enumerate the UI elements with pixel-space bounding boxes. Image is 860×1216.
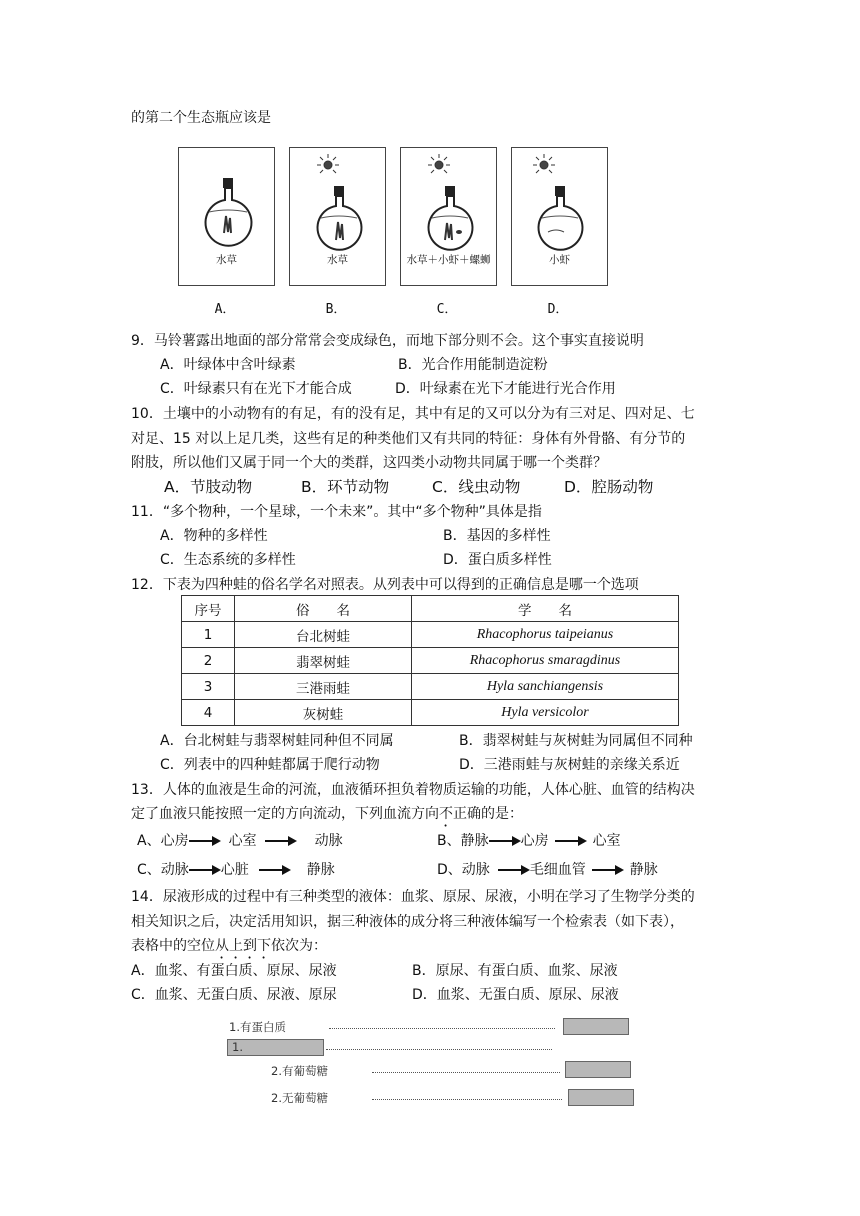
q9-option-c: C．叶绿素只有在光下才能合成 bbox=[160, 381, 352, 397]
key-leader bbox=[329, 1028, 555, 1029]
table-cell: 台北树蛙 bbox=[235, 622, 412, 648]
arrow-icon bbox=[265, 836, 297, 846]
q13-emphasis: 不 bbox=[439, 806, 453, 822]
q12-option-c: C．列表中的四种蛙都属于爬行动物 bbox=[160, 757, 380, 773]
bottle-caption: 小虾 bbox=[549, 254, 570, 266]
table-cell: Rhacophorus smaragdinus bbox=[412, 648, 679, 674]
q12-option-d: D．三港雨蛙与灰树蛙的亲缘关系近 bbox=[459, 757, 680, 773]
option-label-b: B． bbox=[325, 302, 347, 317]
q10-line-2: 对足、15 对以上足几类，这些有足的种类他们又有共同的特征：身体有外骨骼、有分节的 bbox=[131, 431, 686, 447]
table-row bbox=[182, 622, 679, 648]
key-blank-box bbox=[568, 1089, 634, 1106]
bottle-caption: 水草＋小虾＋螺蛳 bbox=[406, 254, 491, 266]
q13-line-2 bbox=[131, 804, 523, 830]
q14-line-3 bbox=[131, 936, 327, 962]
table-cell: Hyla sanchiangensis bbox=[412, 674, 679, 700]
table-header: 序号 bbox=[182, 596, 235, 622]
table-cell: 2 bbox=[182, 648, 235, 674]
flow-node: 心室 bbox=[228, 833, 257, 849]
arrow-icon bbox=[489, 836, 521, 846]
flow-node: 静脉 bbox=[306, 862, 335, 878]
q10-line-1: 10．土壤中的小动物有的有足，有的没有足，其中有足的又可以分为有三对足、四对足、七 bbox=[131, 406, 695, 422]
q10-line-3: 附肢，所以他们又属于同一个大的类群，这四类小动物共同属于哪一个类群？ bbox=[131, 455, 607, 471]
bottle-panel-c bbox=[400, 147, 497, 286]
q13-option-b bbox=[437, 831, 621, 851]
q13-line-1: 13．人体的血液是生命的河流，血液循环担负着物质运输的功能，人体心脏、血管的结构决 bbox=[131, 782, 695, 798]
flow-node: 心脏 bbox=[220, 862, 249, 878]
q9-stem: 9．马铃薯露出地面的部分常常会变成绿色，而地下部分则不会。这个事实直接说明 bbox=[131, 333, 644, 349]
table-row bbox=[182, 674, 679, 700]
frog-name-table bbox=[181, 595, 679, 726]
q13-option-a bbox=[137, 831, 343, 851]
key-blank-box bbox=[563, 1018, 629, 1035]
key-row-1-label: 1.有蛋白质 bbox=[229, 1020, 286, 1034]
q13-option-c bbox=[137, 860, 335, 880]
q11-option-b: B．基因的多样性 bbox=[443, 528, 551, 544]
key-row-4-label: 2.无葡萄糖 bbox=[271, 1091, 328, 1105]
bottle-panel-b bbox=[289, 147, 386, 286]
table-cell: 灰树蛙 bbox=[235, 700, 412, 726]
flow-node: 毛细血管 bbox=[529, 862, 586, 878]
option-label-d: D． bbox=[547, 302, 569, 317]
table-header: 学 名 bbox=[412, 596, 679, 622]
flow-node: 心室 bbox=[592, 833, 621, 849]
table-cell: 3 bbox=[182, 674, 235, 700]
q10-option-d: D．腔肠动物 bbox=[564, 478, 654, 496]
arrow-icon bbox=[189, 865, 221, 875]
q11-option-d: D．蛋白质多样性 bbox=[443, 552, 552, 568]
arrow-icon bbox=[555, 836, 587, 846]
sun-icon bbox=[428, 154, 450, 173]
q13-text: 定了血液只能按照一定的方向流动，下列血流方向 bbox=[131, 806, 439, 822]
flow-node: C、动脉 bbox=[137, 862, 189, 878]
option-label-a: A． bbox=[214, 302, 236, 317]
bottle-panel-d bbox=[511, 147, 608, 286]
table-row bbox=[182, 648, 679, 674]
key-leader bbox=[372, 1099, 562, 1100]
q9-option-b: B．光合作用能制造淀粉 bbox=[398, 357, 548, 373]
table-cell: Hyla versicolor bbox=[412, 700, 679, 726]
key-leader bbox=[326, 1049, 552, 1050]
q9-option-a: A．叶绿体中含叶绿素 bbox=[160, 357, 296, 373]
arrow-icon bbox=[592, 865, 624, 875]
q14-text: 依次为： bbox=[271, 938, 327, 954]
q14-option-d: D．血浆、无蛋白质、原尿、尿液 bbox=[412, 987, 619, 1003]
q8-stem-tail: 的第二个生态瓶应该是 bbox=[131, 110, 271, 126]
q11-option-c: C．生态系统的多样性 bbox=[160, 552, 296, 568]
q11-option-a: A．物种的多样性 bbox=[160, 528, 268, 544]
q14-emphasis: 从上到下 bbox=[215, 938, 271, 954]
arrow-icon bbox=[189, 836, 221, 846]
arrow-icon bbox=[498, 865, 530, 875]
q11-stem: 11．“多个物种，一个星球，一个未来”。其中“多个物种”具体是指 bbox=[131, 504, 542, 520]
table-row bbox=[182, 700, 679, 726]
flow-node: 心房 bbox=[520, 833, 549, 849]
bottle-caption: 水草 bbox=[327, 254, 348, 266]
q12-option-b: B．翡翠树蛙与灰树蛙为同属但不同种 bbox=[459, 733, 693, 749]
option-label-c: C． bbox=[436, 302, 458, 317]
q12-stem: 12．下表为四种蛙的俗名学名对照表。从列表中可以得到的正确信息是哪一个选项 bbox=[131, 577, 639, 593]
q14-line-2: 相关知识之后，决定活用知识，据三种液体的成分将三种液体编写一个检索表（如下表）， bbox=[131, 914, 684, 930]
bottle-caption: 水草 bbox=[216, 254, 237, 266]
arrow-icon bbox=[259, 865, 291, 875]
q14-option-b: B．原尿、有蛋白质、血浆、尿液 bbox=[412, 963, 618, 979]
flow-node: 静脉 bbox=[629, 862, 658, 878]
flow-node: D、动脉 bbox=[437, 862, 490, 878]
q10-option-b: B．环节动物 bbox=[301, 478, 390, 496]
q14-option-c: C．血浆、无蛋白质、尿液、原尿 bbox=[131, 987, 337, 1003]
table-header: 俗 名 bbox=[235, 596, 412, 622]
q13-option-d bbox=[437, 860, 658, 880]
key-row-2-label: 1. bbox=[232, 1040, 243, 1054]
key-leader bbox=[372, 1072, 560, 1073]
sun-icon bbox=[533, 154, 555, 173]
q10-option-c: C．线虫动物 bbox=[432, 478, 521, 496]
q10-option-a: A．节肢动物 bbox=[164, 478, 253, 496]
flow-node: A、心房 bbox=[137, 833, 189, 849]
table-header-row bbox=[182, 596, 679, 622]
key-row-3-label: 2.有葡萄糖 bbox=[271, 1064, 328, 1078]
bottle-panel-a bbox=[178, 147, 275, 286]
table-cell: 三港雨蛙 bbox=[235, 674, 412, 700]
flow-node: B、静脉 bbox=[437, 833, 489, 849]
q9-option-d: D．叶绿素在光下才能进行光合作用 bbox=[395, 381, 616, 397]
sun-icon bbox=[317, 154, 339, 173]
q12-option-a: A．台北树蛙与翡翠树蛙同种但不同属 bbox=[160, 733, 394, 749]
table-cell: Rhacophorus taipeianus bbox=[412, 622, 679, 648]
table-cell: 4 bbox=[182, 700, 235, 726]
q13-text: 正确的是： bbox=[453, 806, 523, 822]
table-cell: 翡翠树蛙 bbox=[235, 648, 412, 674]
q14-option-a: A．血浆、有蛋白质、原尿、尿液 bbox=[131, 963, 337, 979]
q14-text: 表格中的空位 bbox=[131, 938, 215, 954]
q14-line-1: 14．尿液形成的过程中有三种类型的液体：血浆、原尿、尿液，小明在学习了生物学分类的 bbox=[131, 889, 695, 905]
key-blank-box bbox=[565, 1061, 631, 1078]
table-cell: 1 bbox=[182, 622, 235, 648]
flow-node: 动脉 bbox=[314, 833, 343, 849]
